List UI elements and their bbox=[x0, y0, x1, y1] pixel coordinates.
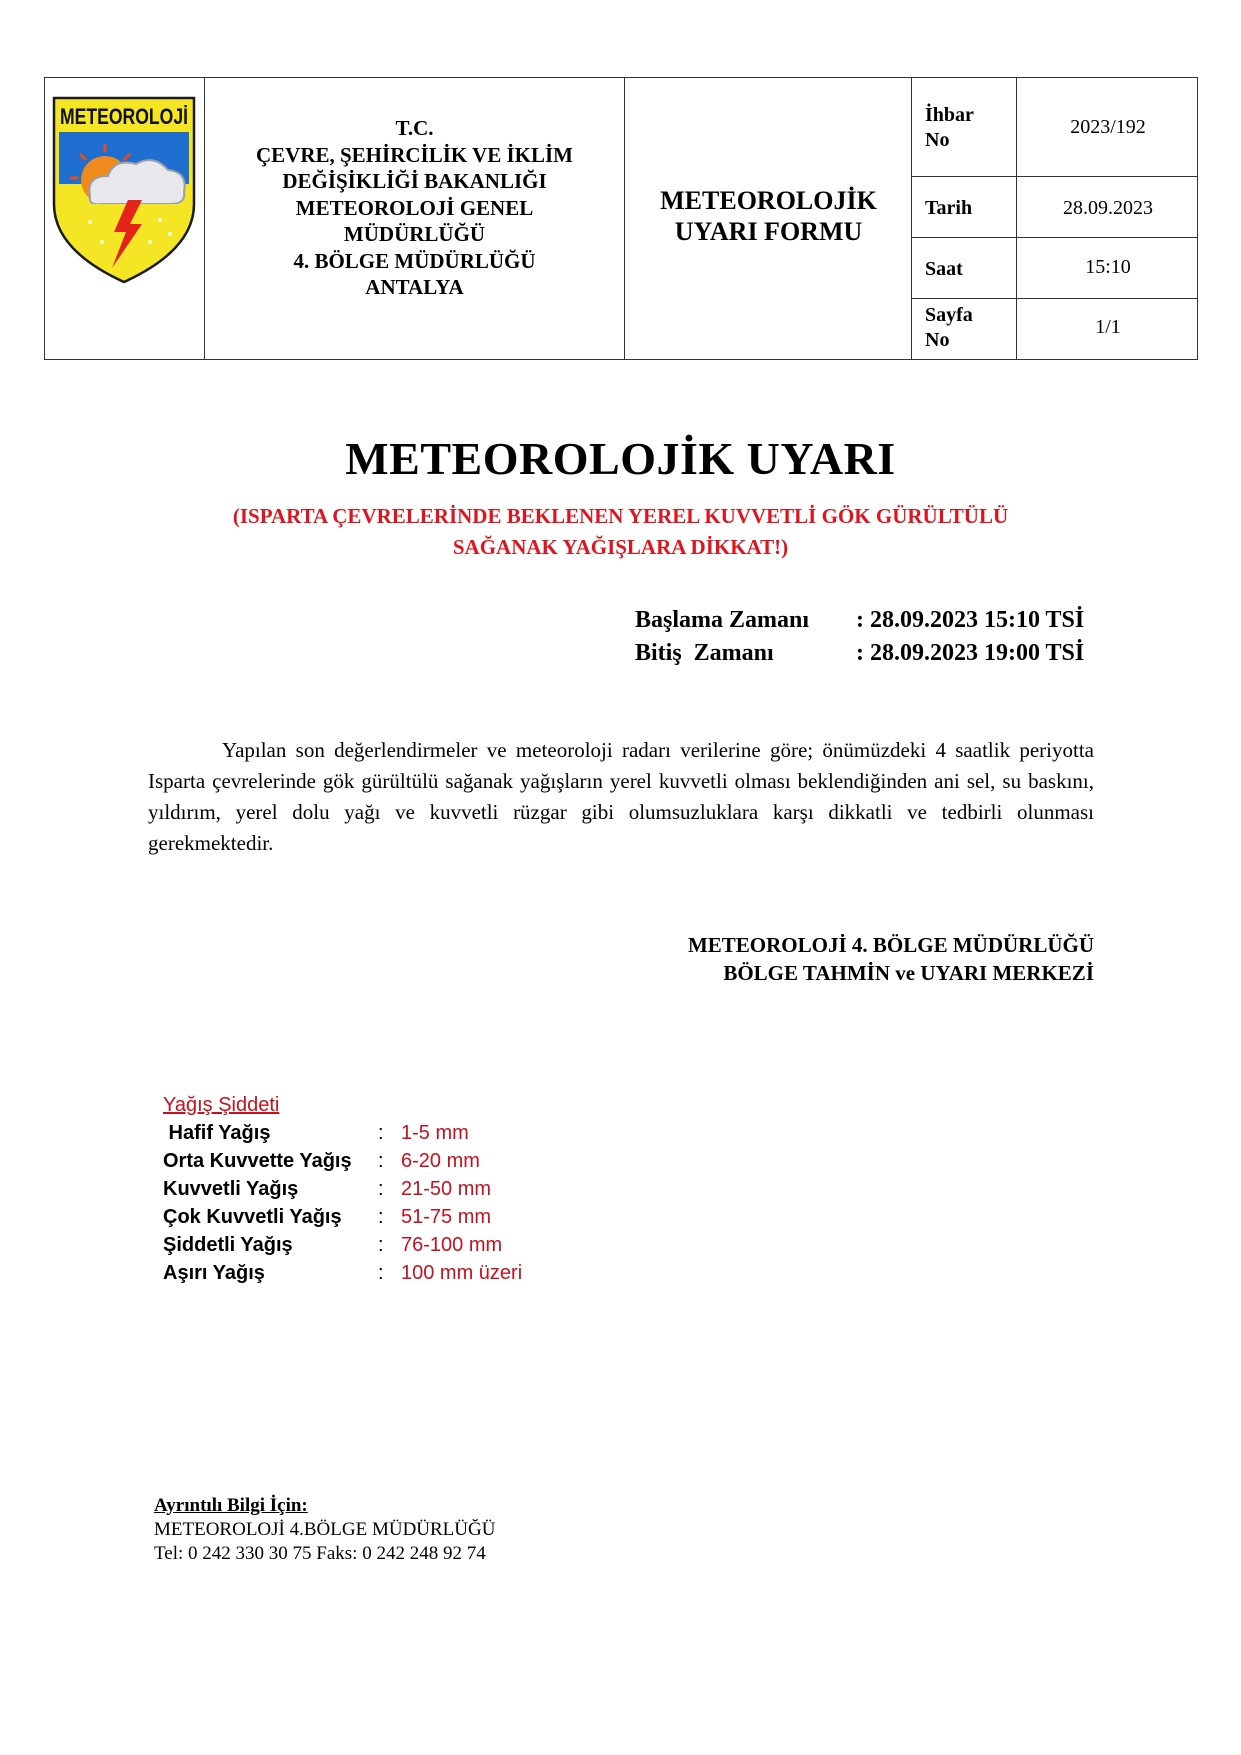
ministry-line: METEOROLOJİ GENEL bbox=[295, 195, 534, 220]
ministry-block bbox=[205, 115, 624, 301]
rain-scale-value: 1-5 mm bbox=[401, 1122, 469, 1144]
rain-scale-colon: : bbox=[378, 1206, 384, 1228]
start-time-label: Başlama Zamanı bbox=[635, 607, 810, 633]
rain-scale-colon: : bbox=[378, 1150, 384, 1172]
rain-scale-value: 21-50 mm bbox=[401, 1178, 492, 1200]
sayfa-label bbox=[925, 303, 973, 353]
rain-scale-colon: : bbox=[378, 1234, 384, 1256]
rain-scale-label: Aşırı Yağış bbox=[163, 1262, 265, 1284]
rain-scale-label: Orta Kuvvette Yağış bbox=[163, 1150, 352, 1172]
form-title bbox=[625, 185, 912, 247]
rain-scale-value: 76-100 mm bbox=[401, 1234, 503, 1256]
signature-line: METEOROLOJİ 4. BÖLGE MÜDÜRLÜĞÜ bbox=[687, 933, 1094, 957]
ministry-line: ÇEVRE, ŞEHİRCİLİK VE İKLİM bbox=[255, 142, 574, 167]
ministry-line: T.C. bbox=[395, 116, 434, 140]
rain-scale-label: Hafif Yağış bbox=[163, 1122, 271, 1144]
rain-scale-label: Çok Kuvvetli Yağış bbox=[163, 1206, 342, 1228]
ministry-line: DEĞİŞİKLİĞİ BAKANLIĞI bbox=[282, 169, 547, 193]
start-time-value: : 28.09.2023 15:10 TSİ bbox=[856, 607, 1085, 633]
saat-label: Saat bbox=[925, 258, 963, 280]
rain-scale-label: Kuvvetli Yağış bbox=[163, 1178, 299, 1200]
tarih-value: 28.09.2023 bbox=[1063, 197, 1153, 219]
rain-scale-value: 6-20 mm bbox=[401, 1150, 480, 1172]
sayfa-value: 1/1 bbox=[1095, 316, 1121, 338]
ihbar-label-line: İhbar bbox=[925, 104, 974, 126]
subtitle-line: SAĞANAK YAĞIŞLARA DİKKAT!) bbox=[452, 535, 789, 559]
form-title-line: UYARI FORMU bbox=[674, 217, 863, 246]
ministry-line: 4. BÖLGE MÜDÜRLÜĞÜ bbox=[293, 248, 536, 273]
sayfa-label-line: Sayfa bbox=[925, 304, 973, 326]
divider bbox=[912, 237, 1197, 238]
sayfa-label-line: No bbox=[925, 329, 950, 351]
subtitle-line: (ISPARTA ÇEVRELERİNDE BEKLENEN YEREL KUVVETLİ GÖK GÜRÜLTÜLÜ bbox=[232, 504, 1009, 528]
ihbar-label bbox=[925, 103, 974, 153]
header-table bbox=[44, 77, 1198, 360]
rain-scale-colon: : bbox=[378, 1262, 384, 1284]
rain-scale-colon: : bbox=[378, 1122, 384, 1144]
rain-scale-colon: : bbox=[378, 1178, 384, 1200]
ihbar-value: 2023/192 bbox=[1070, 116, 1146, 138]
rain-scale-title: Yağış Şiddeti bbox=[163, 1094, 280, 1116]
divider bbox=[912, 176, 1197, 177]
end-time-value: : 28.09.2023 19:00 TSİ bbox=[856, 640, 1085, 666]
saat-value: 15:10 bbox=[1085, 256, 1131, 278]
meteoroloji-logo bbox=[50, 92, 198, 284]
tarih-label: Tarih bbox=[925, 197, 973, 219]
warning-subtitle bbox=[150, 501, 1091, 563]
rain-scale-value: 100 mm üzeri bbox=[401, 1262, 523, 1284]
signature-line: BÖLGE TAHMİN ve UYARI MERKEZİ bbox=[723, 961, 1094, 985]
body-text: Yapılan son değerlendirmeler ve meteoroloji radarı verilerine göre; önümüzdeki 4 saatlik periyotta Isparta çevrelerinde gök gürültülü sağanak yağışların yerel kuvvetli olması beklendiğinden ani sel, su baskını, yıldırım, yerel dolu yağı ve kuvvetli rüzgar gibi olumsuzluklara karşı dikkatli ve tedbirli olunması gerekmektedir. bbox=[148, 738, 1094, 855]
contact-phone: Tel: 0 242 330 30 75 Faks: 0 242 248 92 74 bbox=[154, 1543, 486, 1564]
ihbar-label-line: No bbox=[925, 129, 950, 151]
divider bbox=[912, 298, 1197, 299]
warning-body bbox=[148, 735, 1094, 859]
ministry-line: ANTALYA bbox=[365, 275, 464, 299]
contact-title: Ayrıntılı Bilgi İçin: bbox=[154, 1495, 308, 1516]
rain-scale-value: 51-75 mm bbox=[401, 1206, 492, 1228]
form-title-line: METEOROLOJİK bbox=[660, 186, 877, 215]
contact-office: METEOROLOJİ 4.BÖLGE MÜDÜRLÜĞÜ bbox=[154, 1519, 496, 1540]
logo-text: METEOROLOJİ bbox=[60, 104, 188, 129]
rain-scale-label: Şiddetli Yağış bbox=[163, 1234, 293, 1256]
page-title: METEOROLOJİK UYARI bbox=[345, 433, 896, 484]
end-time-label: Bitiş Zamanı bbox=[635, 640, 774, 666]
ministry-line: MÜDÜRLÜĞÜ bbox=[343, 222, 486, 246]
